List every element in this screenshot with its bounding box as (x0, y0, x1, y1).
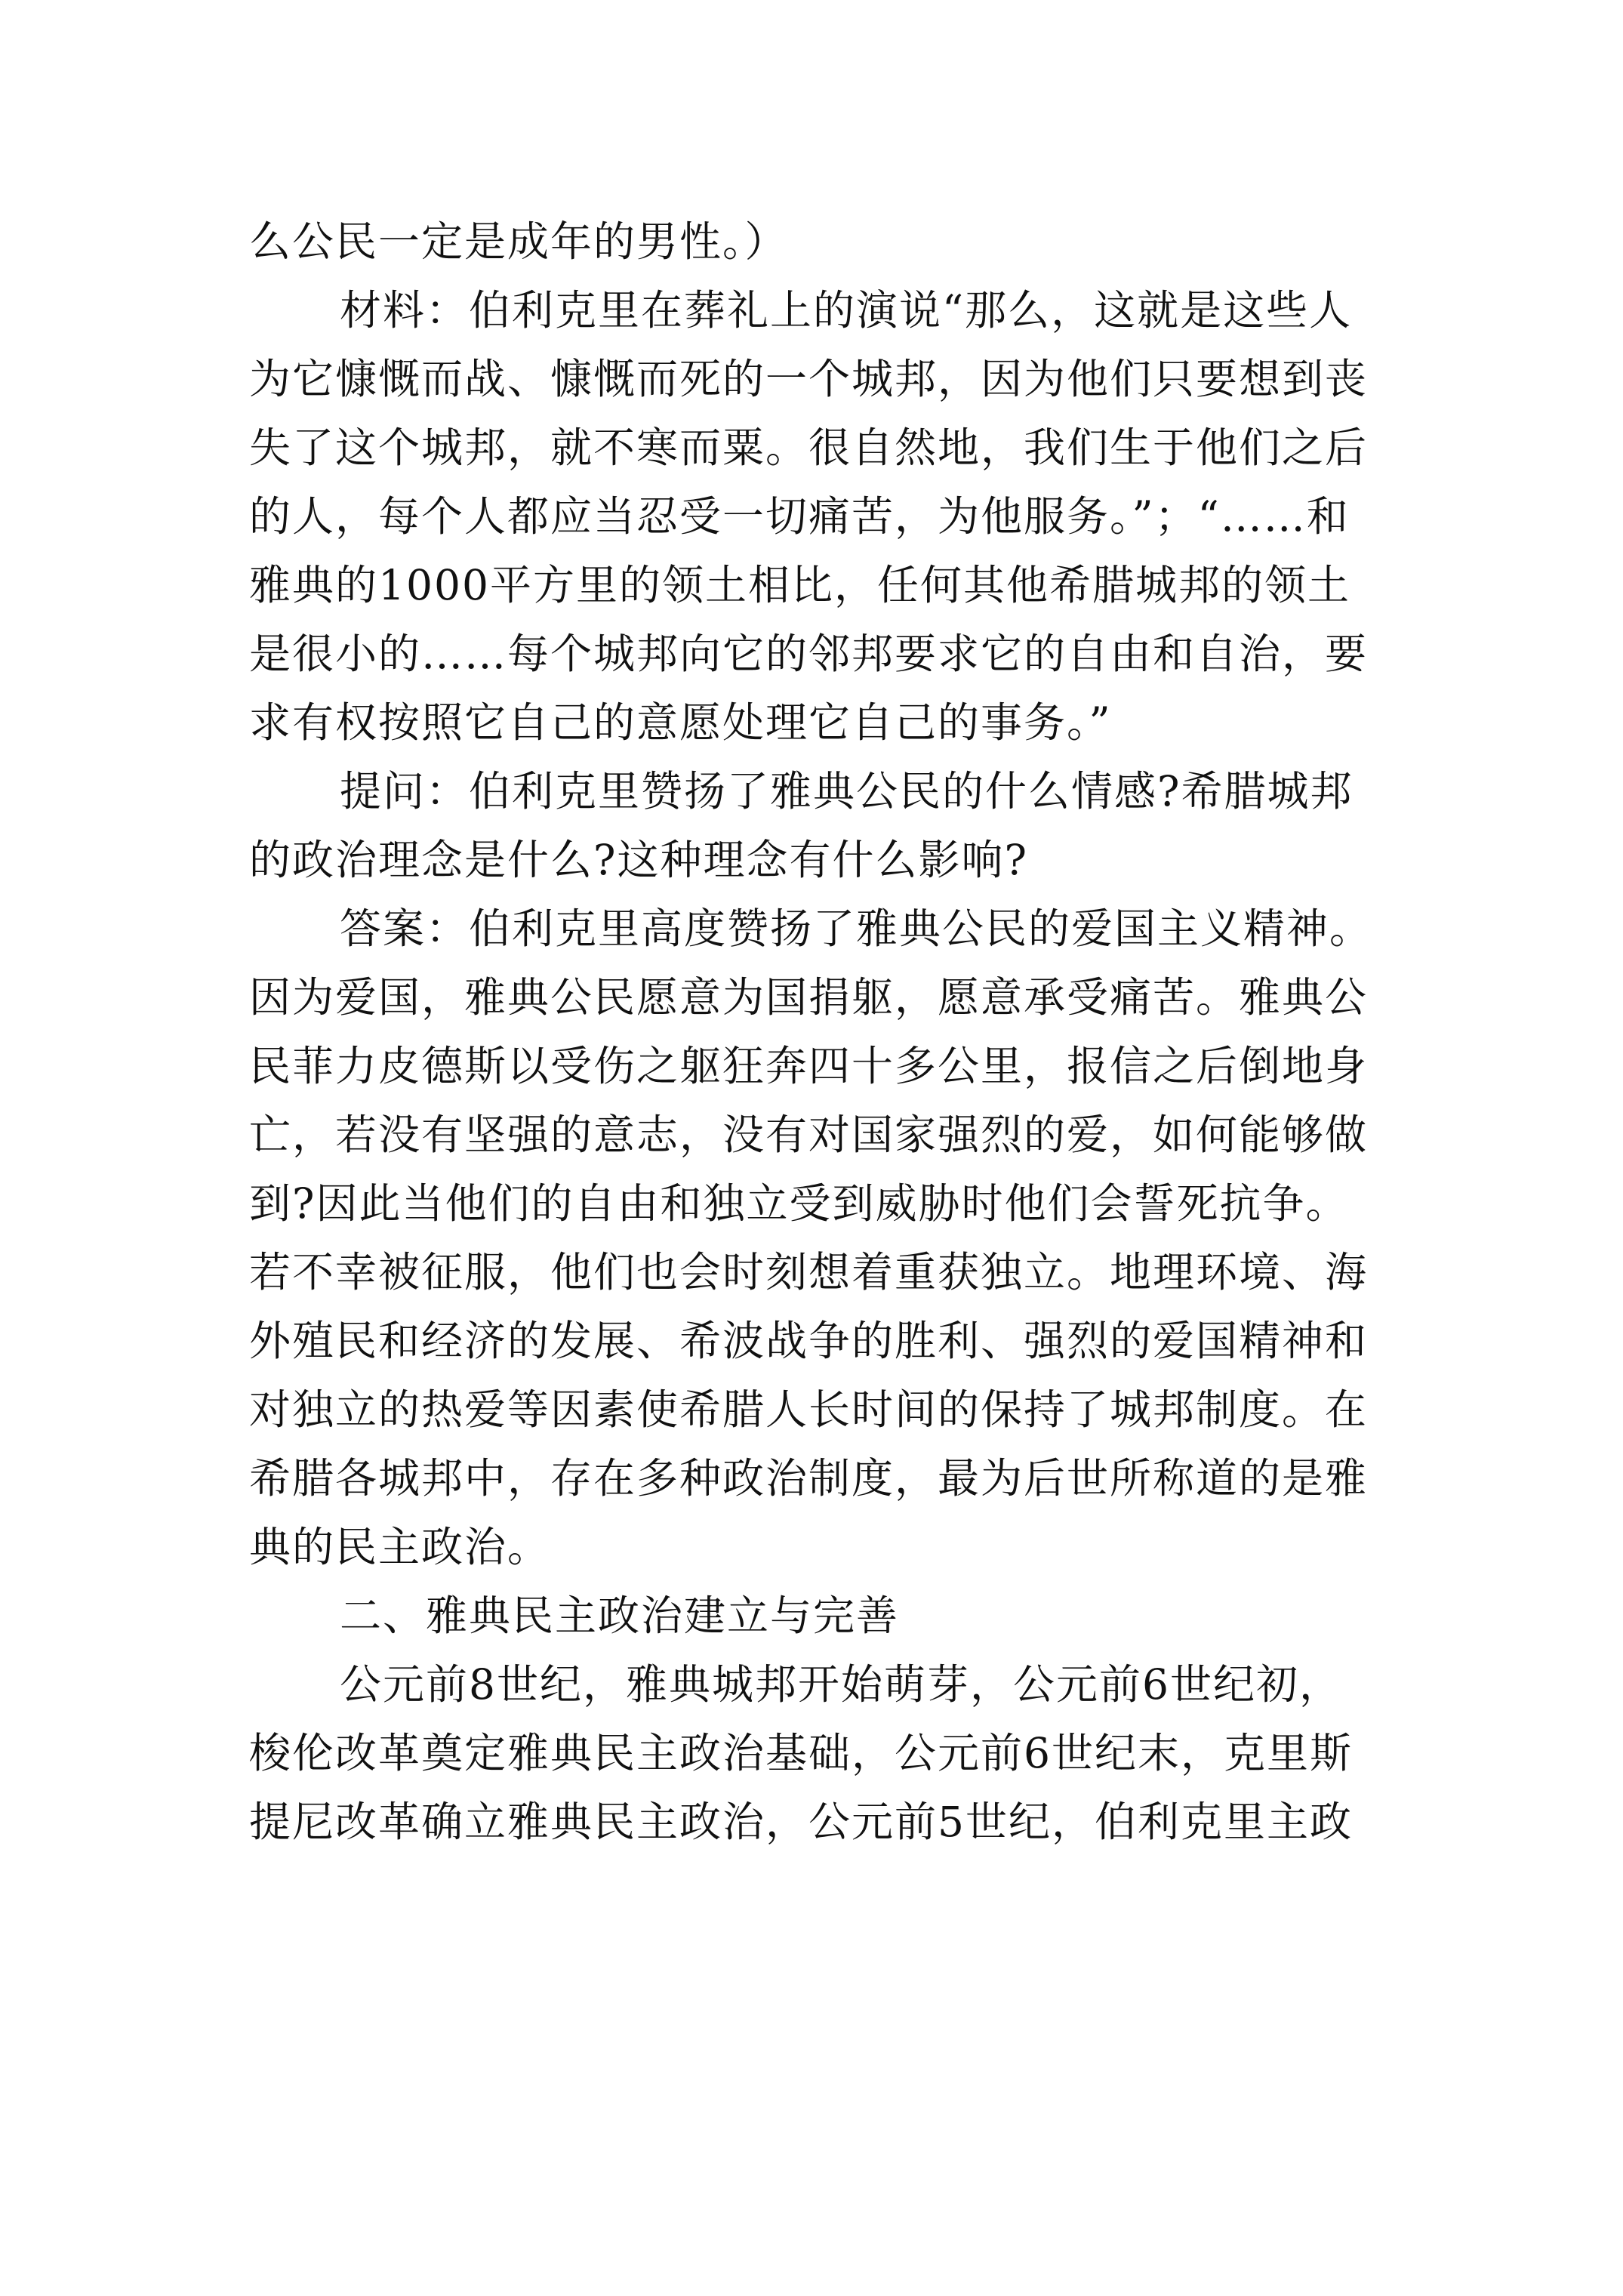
text-line: 提尼改革确立雅典民主政治，公元前5世纪，伯利克里主政 (249, 1798, 1353, 1846)
text-line: 若不幸被征服，他们也会时刻想着重获独立。地理环境、海 (249, 1248, 1369, 1296)
text-line: 求有权按照它自己的意愿处理它自己的事务。” (249, 698, 1112, 747)
text-line: 亡，若没有坚强的意志，没有对国家强烈的爱，如何能够做 (249, 1111, 1369, 1159)
text-line: 是很小的……每个城邦向它的邻邦要求它的自由和自治，要 (249, 630, 1369, 678)
text-line: 到?因此当他们的自由和独立受到威胁时他们会誓死抗争。 (249, 1179, 1349, 1228)
text-line: 么公民一定是成年的男性。） (249, 217, 788, 266)
text-line: 外殖民和经济的发展、希波战争的胜利、强烈的爱国精神和 (249, 1317, 1369, 1365)
text-line: 希腊各城邦中，存在多种政治制度，最为后世所称道的是雅 (249, 1454, 1369, 1502)
text-line: 梭伦改革奠定雅典民主政治基础，公元前6世纪末，克里斯 (249, 1729, 1353, 1777)
text-line: 材料：伯利克里在葬礼上的演说“那么，这就是这些人 (340, 286, 1353, 334)
text-line: 对独立的热爱等因素使希腊人长时间的保持了城邦制度。在 (249, 1385, 1369, 1434)
body-text (249, 208, 1381, 1857)
text-line: 提问：伯利克里赞扬了雅典公民的什么情感?希腊城邦 (340, 767, 1354, 815)
text-line: 的政治理念是什么?这种理念有什么影响? (249, 836, 1028, 884)
text-line: 为它慷慨而战、慷慨而死的一个城邦，因为他们只要想到丧 (249, 355, 1369, 403)
text-line: 答案：伯利克里高度赞扬了雅典公民的爱国主义精神。 (340, 905, 1373, 953)
text-line: 雅典的1000平方里的领土相比，任何其他希腊城邦的领土 (249, 561, 1350, 609)
text-line: 的人，每个人都应当忍受一切痛苦，为他服务。”；“……和 (249, 492, 1350, 541)
section-heading: 二、雅典民主政治建立与完善 (340, 1592, 900, 1640)
text-line: 失了这个城邦，就不寒而粟。很自然地，我们生于他们之后 (249, 424, 1369, 472)
text-line: 公元前8世纪，雅典城邦开始萌芽，公元前6世纪初， (340, 1660, 1342, 1709)
text-line: 民菲力皮德斯以受伤之躯狂奔四十多公里，报信之后倒地身 (249, 1042, 1369, 1090)
text-line: 因为爱国，雅典公民愿意为国捐躯，愿意承受痛苦。雅典公 (249, 973, 1369, 1022)
text-line: 典的民主政治。 (249, 1523, 551, 1571)
